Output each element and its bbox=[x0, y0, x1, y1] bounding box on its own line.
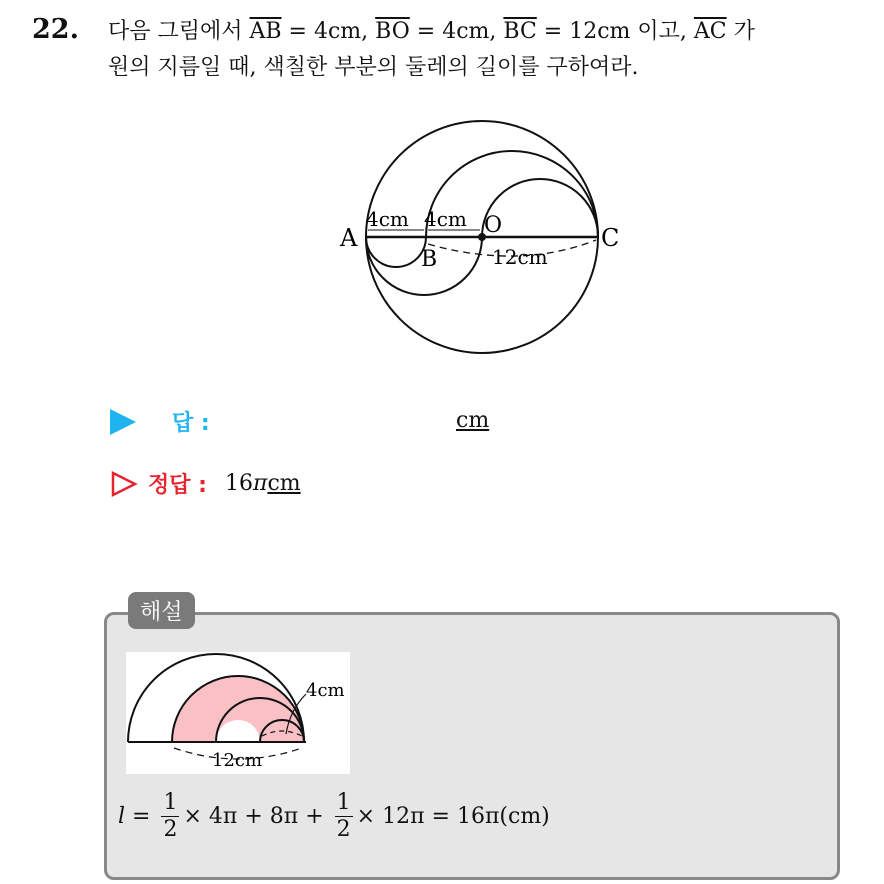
main-figure bbox=[330, 108, 630, 358]
formula-term-2: × 12π = 16π(cm) bbox=[356, 804, 550, 829]
outline-triangle-icon bbox=[110, 470, 138, 498]
dim-label-bc: 12cm bbox=[492, 245, 548, 269]
question-text bbox=[108, 14, 878, 86]
correct-value bbox=[225, 471, 301, 496]
solution-tag: 해설 bbox=[128, 592, 195, 629]
solution-dim-small: 4cm bbox=[306, 680, 345, 701]
formula-fraction-1: $\frac{1}{2}$ bbox=[163, 790, 178, 842]
answer-label: 답 : bbox=[172, 411, 210, 436]
label-c: C bbox=[601, 224, 620, 252]
formula-fraction-2: $\frac{1}{2}$ bbox=[336, 790, 351, 842]
value-bo: = 4cm, bbox=[409, 19, 504, 44]
dim-label-ab: 4cm bbox=[366, 207, 409, 231]
label-a: A bbox=[340, 224, 358, 252]
segment-bc: $\overline{BC}$ bbox=[503, 19, 537, 44]
correct-value-pi: π bbox=[252, 471, 268, 496]
question-suffix: 가 bbox=[726, 19, 755, 44]
play-triangle-icon bbox=[110, 409, 136, 435]
correct-value-number: 16 bbox=[224, 471, 253, 496]
segment-ab: $\overline{AB}$ bbox=[249, 19, 282, 44]
question-line-2: 원의 지름일 때, 색칠한 부분의 둘레의 길이를 구하여라. bbox=[108, 55, 639, 80]
correct-answer-row bbox=[110, 468, 301, 499]
question-line-1 bbox=[108, 14, 878, 50]
value-bc: = 12cm 이고, bbox=[536, 19, 694, 44]
formula-term-1: × 4π + 8π + bbox=[183, 804, 331, 829]
segment-bo: $\overline{BO}$ bbox=[375, 19, 410, 44]
solution-dim-base: 12cm bbox=[212, 750, 263, 771]
formula-lhs: l bbox=[118, 804, 126, 829]
formula-eq: = bbox=[125, 804, 158, 829]
question-number: 22. bbox=[32, 14, 79, 45]
value-ab: = 4cm, bbox=[281, 19, 376, 44]
answer-row bbox=[110, 406, 210, 437]
correct-unit: cm bbox=[267, 471, 301, 496]
lower-arc-small bbox=[366, 237, 426, 267]
correct-label: 정답 : bbox=[148, 473, 207, 498]
label-o: O bbox=[484, 213, 503, 238]
segment-ac: $\overline{AC}$ bbox=[693, 19, 727, 44]
dim-label-bo: 4cm bbox=[424, 207, 467, 231]
answer-unit: cm bbox=[456, 408, 490, 433]
solution-formula bbox=[118, 790, 550, 843]
solution-figure bbox=[126, 652, 350, 774]
label-b: B bbox=[421, 247, 438, 272]
question-prefix: 다음 그림에서 bbox=[108, 19, 250, 44]
